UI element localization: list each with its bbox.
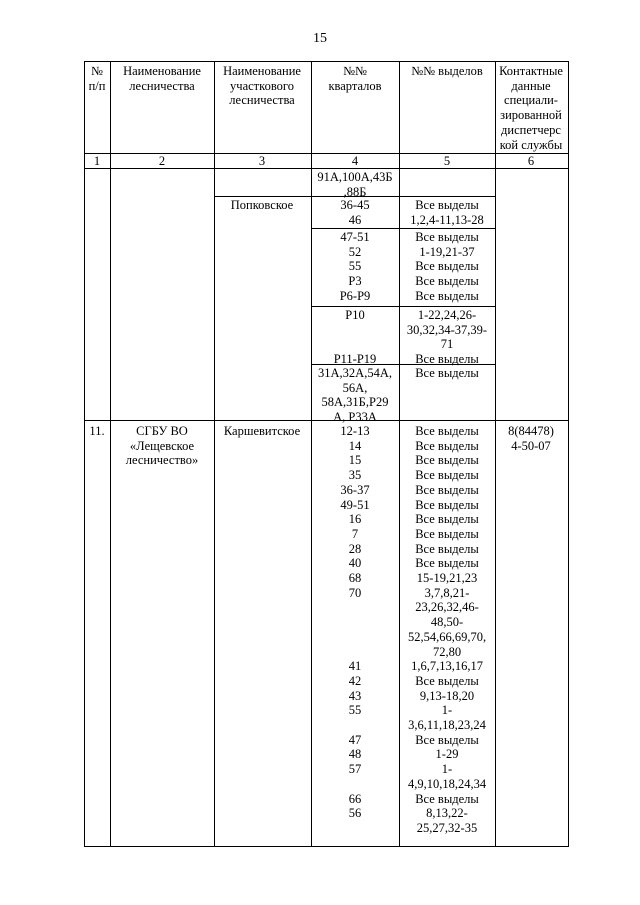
section-cell: 1-22,24,26- (417, 308, 477, 322)
column-header: Наименование (223, 64, 301, 78)
section-cell: Все выделы (415, 673, 479, 688)
quarter-cell: 36-45 (340, 198, 370, 212)
contact-info: 4-50-07 (511, 438, 551, 453)
column-number: 5 (443, 154, 451, 168)
quarter-cell: 35 (348, 468, 362, 483)
quarter-cell: 49-51 (340, 497, 370, 512)
forestry-name: лесничество» (125, 453, 199, 468)
column-number: 1 (93, 154, 101, 168)
section-cell: 25,27,32-35 (416, 820, 478, 835)
district-name: Каршевитское (223, 424, 301, 438)
column-header: специали- (504, 93, 558, 108)
column-header: № (91, 64, 103, 78)
quarter-cell: 12-13 (340, 424, 370, 438)
section-cell: Все выделы (415, 791, 479, 806)
section-cell: Все выделы (415, 198, 479, 212)
section-cell: 15-19,21,23 (416, 571, 478, 585)
quarter-cell: 55 (348, 703, 362, 718)
column-border (84, 61, 85, 847)
quarter-cell: 15 (348, 453, 362, 468)
column-header: лесничества (129, 78, 195, 93)
section-cell: 48,50- (430, 615, 464, 630)
quarter-cell: 28 (348, 541, 362, 556)
quarter-cell: 91А,100А,43Б (317, 170, 393, 184)
quarter-cell: 70 (348, 585, 362, 600)
forestry-name: «Лещевское (129, 438, 195, 453)
district-name: Попковское (230, 198, 294, 212)
section-cell: Все выделы (415, 526, 479, 541)
column-header: №№ (343, 64, 367, 78)
column-number: 6 (527, 154, 535, 168)
quarter-cell: 43 (348, 688, 362, 703)
row-index: 11. (89, 424, 105, 438)
section-cell: 9,13-18,20 (419, 688, 475, 703)
column-header: участкового (230, 78, 294, 93)
section-cell: 1-19,21-37 (419, 244, 475, 259)
section-cell: Все выделы (415, 732, 479, 747)
column-header: диспетчерс (501, 122, 561, 137)
section-cell: 30,32,34-37,39- (406, 322, 488, 337)
column-number: 2 (158, 154, 166, 168)
quarter-cell: Р10 (345, 308, 365, 322)
quarter-cell: 41 (348, 659, 362, 674)
quarter-cell: 46 (348, 212, 362, 227)
section-cell: 52,54,66,69,70, (407, 629, 487, 644)
section-cell: Все выделы (415, 468, 479, 483)
quarter-cell: ,88Б (343, 184, 367, 199)
section-cell: Все выделы (415, 259, 479, 274)
section-cell: Все выделы (415, 438, 479, 453)
column-header: №№ выделов (411, 64, 483, 78)
section-cell: Все выделы (415, 541, 479, 556)
section-cell: 1- (441, 762, 453, 777)
column-header: зированной (500, 108, 562, 123)
section-cell: 23,26,32,46- (415, 600, 479, 615)
section-cell: Все выделы (415, 497, 479, 512)
quarter-cell: Р11-Р19 (333, 352, 377, 367)
quarter-cell: 56А, (342, 380, 368, 395)
section-cell: 3,6,11,18,23,24 (408, 718, 486, 732)
section-cell: Все выделы (415, 556, 479, 571)
section-cell: 8,13,22- (426, 806, 468, 821)
quarter-cell: 68 (348, 571, 362, 585)
quarter-cell: 40 (348, 556, 362, 571)
quarter-cell: 55 (348, 259, 362, 274)
quarter-cell: 66 (348, 791, 362, 806)
group-rule (311, 306, 495, 307)
page-number: 15 (313, 31, 327, 46)
section-cell: 4,9,10,18,24,34 (407, 776, 487, 791)
column-header: данные (511, 78, 551, 93)
section-cell: Все выделы (415, 288, 479, 303)
section-cell: Все выделы (415, 274, 479, 289)
section-cell: Все выделы (415, 230, 479, 244)
section-cell: 1-29 (435, 747, 459, 762)
column-header: кой службы (499, 137, 563, 152)
column-header: Контактные (499, 64, 563, 78)
quarter-cell: 7 (351, 526, 359, 541)
quarter-cell: 36-37 (340, 482, 370, 497)
quarter-cell: 48 (348, 747, 362, 762)
quarter-cell: 47 (348, 732, 362, 747)
quarter-cell: 57 (348, 762, 362, 777)
quarter-cell: Р3 (348, 274, 362, 289)
quarter-cell: 31А,32А,54А, (318, 366, 392, 380)
column-header: лесничества (229, 93, 295, 108)
quarter-cell: А, Р33А (333, 410, 377, 425)
section-cell: 71 (440, 337, 454, 352)
quarter-cell: 56 (348, 806, 362, 821)
section-cell: Все выделы (415, 352, 479, 367)
section-cell: 1,2,4-11,13-28 (410, 212, 484, 227)
column-header: п/п (88, 78, 106, 93)
group-rule (311, 228, 495, 229)
section-cell: Все выделы (415, 424, 479, 438)
quarter-cell: Р6-Р9 (339, 288, 371, 303)
column-border (568, 61, 569, 847)
section-cell: 3,7,8,21- (424, 585, 470, 600)
quarter-cell: 16 (348, 512, 362, 527)
column-number: 3 (258, 154, 266, 168)
section-cell: 1,6,7,13,16,17 (411, 659, 483, 674)
section-cell: Все выделы (415, 453, 479, 468)
section-cell: 1- (441, 703, 453, 718)
contact-info: 8(84478) (508, 424, 554, 438)
quarter-cell: 42 (348, 673, 362, 688)
section-cell: Все выделы (415, 366, 479, 380)
section-cell: Все выделы (415, 512, 479, 527)
section-cell: Все выделы (415, 482, 479, 497)
column-number: 4 (351, 154, 359, 168)
section-cell: 72,80 (432, 644, 462, 659)
quarter-cell: 58А,31Б,Р29 (321, 395, 389, 410)
column-header: Наименование (123, 64, 201, 78)
quarter-cell: 52 (348, 244, 362, 259)
column-header: кварталов (328, 78, 382, 93)
quarter-cell: 47-51 (340, 230, 370, 244)
quarter-cell: 14 (348, 438, 362, 453)
forestry-name: СГБУ ВО (136, 424, 188, 438)
